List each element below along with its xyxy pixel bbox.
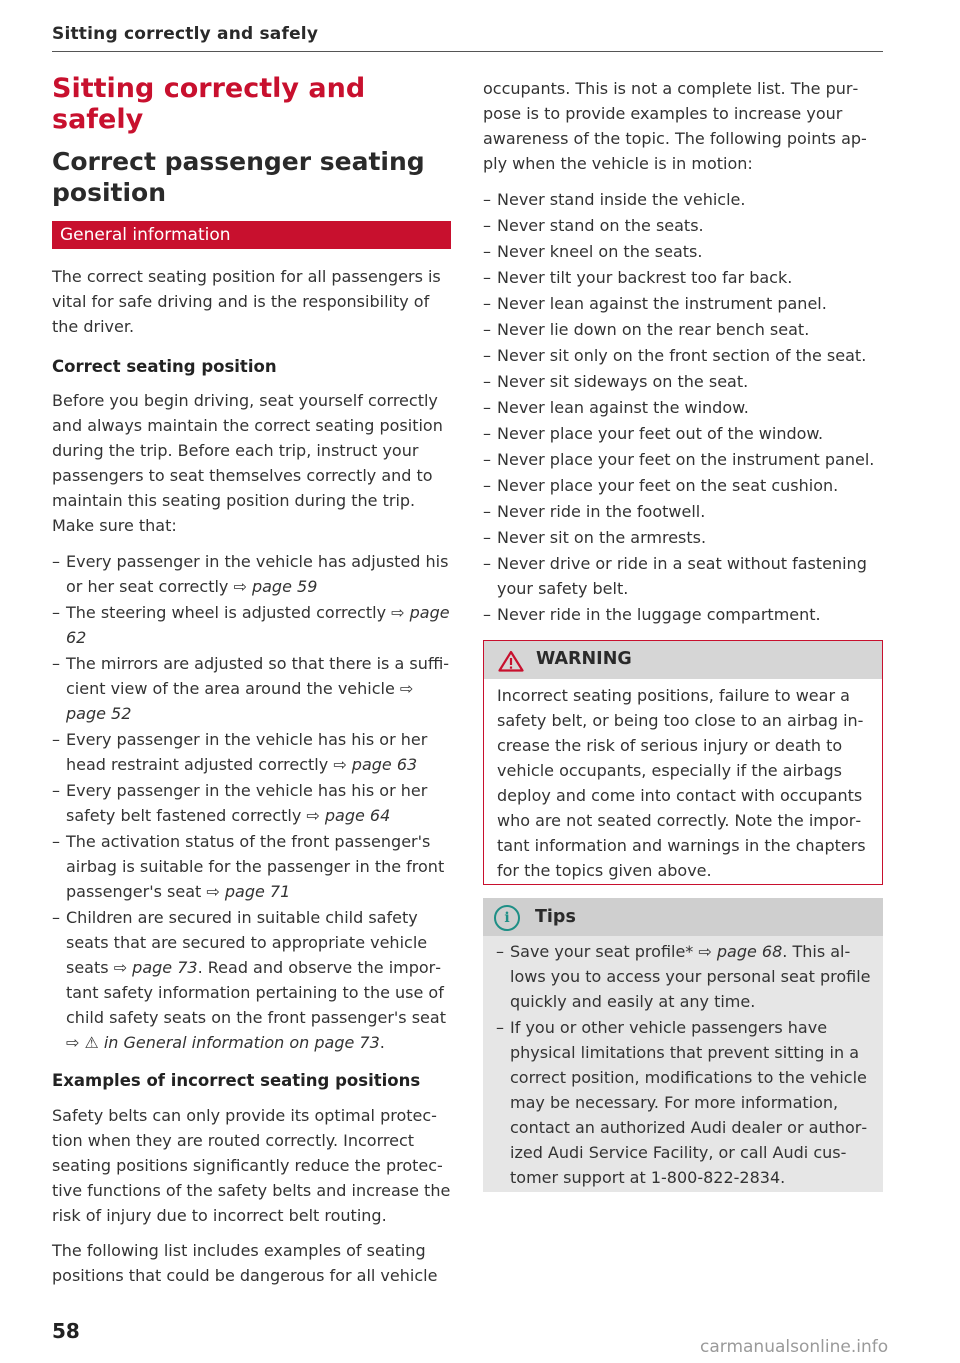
page-link[interactable]: ⇨ page 73 — [113, 958, 198, 977]
list-item — [52, 651, 452, 726]
list-item: – Never stand inside the vehicle. — [483, 187, 883, 212]
warning-box — [483, 640, 883, 885]
subheading-correct-seating: Correct seating position — [52, 357, 277, 376]
list-item — [52, 727, 452, 777]
running-header: Sitting correctly and safely — [52, 24, 319, 44]
list-item: – Never lean against the instrument panel. — [483, 291, 883, 316]
right-column — [483, 76, 883, 628]
info-icon: i — [494, 905, 520, 931]
list-item — [496, 1015, 871, 1190]
item-text: Every passenger in the vehicle has his or her head restraint adjusted correctly — [66, 730, 428, 774]
list-item — [52, 829, 452, 904]
list-item: – Never sit sideways on the seat. — [483, 369, 883, 394]
tips-label: Tips — [535, 907, 576, 927]
seating-paragraph: Before you begin driving, seat yourself correctly and always maintain the correct seating position during the trip. Before each trip, instruct your passengers to seat themselves correctly and to maintain this seating position during the trip. Make sure that: — [52, 391, 443, 535]
list-item: – Never lie down on the rear bench seat. — [483, 317, 883, 342]
list-item — [52, 549, 452, 599]
list-item: – Never sit only on the front section of the seat. — [483, 343, 883, 368]
section-bar-general-information: General information — [52, 221, 451, 249]
list-item — [496, 939, 871, 1014]
item-text: Every passenger in the vehicle has his or her safety belt fastened correctly — [66, 781, 428, 825]
tips-body — [483, 936, 883, 1190]
list-item — [52, 905, 452, 1055]
never-list — [483, 187, 883, 627]
list-item: – Never place your feet on the instrument panel. — [483, 447, 883, 472]
list-item: – Never drive or ride in a seat without fastening your safety belt. — [483, 551, 883, 601]
page-link[interactable]: ⇨ page 59 — [233, 577, 318, 596]
tips-header — [483, 898, 883, 936]
item-end: . — [379, 1033, 385, 1052]
item-text: Save your seat profile* — [510, 942, 699, 961]
continued-paragraph: occupants. This is not a complete list. The purpose is to provide examples to increase your awareness of the topic. The following points apply when the vehicle is in motion: — [483, 79, 867, 173]
page-link[interactable]: ⇨ page 52 — [66, 679, 414, 723]
left-column — [52, 264, 452, 1288]
checklist — [52, 549, 452, 1055]
warning-link[interactable]: ⇨ ⚠ in General information on page 73 — [66, 1033, 380, 1052]
tips-list — [496, 939, 871, 1190]
page-link[interactable]: ⇨ page 68 — [698, 942, 783, 961]
warning-triangle-icon — [498, 650, 524, 672]
section-title: Correct passenger seating position — [52, 147, 425, 207]
list-item: – Never tilt your backrest too far back. — [483, 265, 883, 290]
page-link[interactable]: ⇨ page 71 — [206, 882, 291, 901]
warning-header — [484, 641, 882, 679]
item-text-tail: . This allows you to access your personal seat profile quickly and easily at any time. — [510, 942, 871, 1011]
list-item: – Never lean against the window. — [483, 395, 883, 420]
list-intro-paragraph: The following list includes examples of seating positions that could be dangerous for all vehicle — [52, 1241, 438, 1285]
item-text: The mirrors are adjusted so that there is a sufficient view of the area around the vehicle — [66, 654, 450, 698]
belts-paragraph: Safety belts can only provide its optimal protection when they are routed correctly. Incorrect seating positions significantly reduce the protective functions of the safety belts and increase the risk of injury due to incorrect belt routing. — [52, 1106, 451, 1225]
page-number: 58 — [52, 1319, 80, 1343]
chapter-title: Sitting correctly and safely — [52, 73, 366, 135]
item-text: If you or other vehicle passengers have physical limitations that prevent sitting in a correct position, modifications to the vehicle may be necessary. For more information, contact an authorized Audi dealer or authorized Audi Service Facility, or call Audi customer support at 1-800-822-2834. — [510, 1018, 868, 1187]
list-item: – Never stand on the seats. — [483, 213, 883, 238]
item-text: The activation status of the front passenger's airbag is suitable for the passenger in the front passenger's seat — [66, 832, 445, 901]
item-text-tail: . Read and observe the important safety information pertaining to the use of child safety seats on the front passenger's seat — [66, 958, 446, 1027]
warning-label: WARNING — [536, 649, 632, 669]
item-text: Every passenger in the vehicle has adjusted his or her seat correctly — [66, 552, 449, 596]
list-item: – Never kneel on the seats. — [483, 239, 883, 264]
watermark: carmanualsonline.info — [700, 1337, 889, 1357]
list-item: – Never ride in the footwell. — [483, 499, 883, 524]
header-rule — [52, 51, 883, 52]
intro-paragraph: The correct seating position for all passengers is vital for safe driving and is the responsibility of the driver. — [52, 267, 441, 336]
subheading-incorrect-positions: Examples of incorrect seating positions — [52, 1071, 421, 1090]
list-item: – Never sit on the armrests. — [483, 525, 883, 550]
list-item: – Never place your feet on the seat cushion. — [483, 473, 883, 498]
tips-box — [483, 898, 883, 1192]
page-link[interactable]: ⇨ page 63 — [333, 755, 418, 774]
warning-text: Incorrect seating positions, failure to wear a safety belt, or being too close to an airbag increase the risk of serious injury or death to vehicle occupants, especially if the airbags deploy and come into contact with occupants who are not seated correctly. Note the important information and warnings in the chapters for the topics given above. — [497, 686, 866, 880]
item-text: The steering wheel is adjusted correctly — [66, 603, 392, 622]
page-link[interactable]: ⇨ page 64 — [306, 806, 391, 825]
page-link[interactable]: ⇨ page 62 — [66, 603, 450, 647]
list-item — [52, 778, 452, 828]
list-item: – Never place your feet out of the window. — [483, 421, 883, 446]
list-item — [52, 600, 452, 650]
list-item: – Never ride in the luggage compartment. — [483, 602, 883, 627]
item-text: Children are secured in suitable child safety seats that are secured to appropriate vehicle seats — [66, 908, 428, 977]
